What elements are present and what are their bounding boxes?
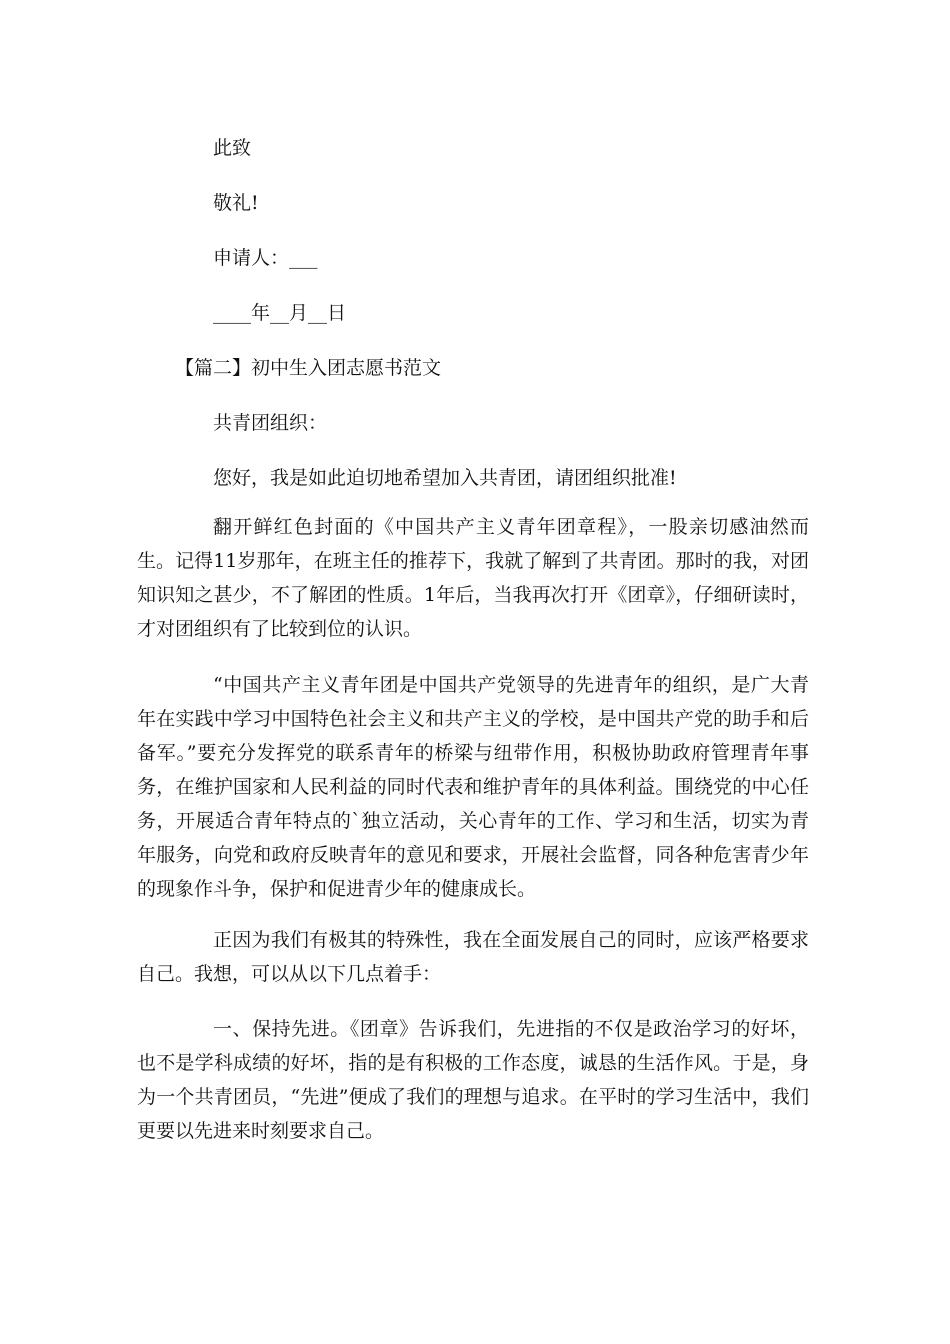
section-heading: 【篇二】初中生入团志愿书范文 bbox=[175, 357, 442, 379]
paragraph-4: 一、保持先进。《团章》告诉我们，先进指的不仅是政治学习的好坏，也不是学科成绩的好坏，指的是有积极的工作态度，诚恳的生活作风。于是，身为一个共青团员，“先进”便成了我们的理想与追求。在平时的学习生活中，我们更要以先进来时刻要求自己。 bbox=[137, 1018, 809, 1142]
paragraph-1: 翻开鲜红色封面的《中国共产主义青年团章程》，一股亲切感油然而生。记得11岁那年，在班主任的推荐下，我就了解到了共青团。那时的我，对团知识知之甚少，不了解团的性质。1年后，当我再次打开《团章》，仔细研读时，才对团组织有了比较到位的认识。 bbox=[137, 516, 809, 640]
paragraph-2: “中国共产主义青年团是中国共产党领导的先进青年的组织，是广大青年在实践中学习中国特色社会主义和共产主义的学校，是中国共产党的助手和后备军。”要充分发挥党的联系青年的桥梁与纽带作用，积极协助政府管理青年事务，在维护国家和人民利益的同时代表和维护青年的具体利益。围绕党的中心任务，开展适合青年特点的`独立活动，关心青年的工作、学习和生活，切实为青年服务，向党和政府反映青年的意见和要求，开展社会监督，同各种危害青少年的现象作斗争，保护和促进青少年的健康成长。 bbox=[137, 674, 809, 900]
applicant-line: 申请人：___ bbox=[213, 247, 318, 269]
paragraph-3: 正因为我们有极其的特殊性，我在全面发展自己的同时，应该严格要求自己。我想，可以从以下几点着手： bbox=[137, 929, 809, 985]
date-line: ____年__月__日 bbox=[213, 302, 347, 324]
closing-regards: 敬礼! bbox=[213, 192, 259, 214]
addressee-line: 共青团组织： bbox=[213, 412, 328, 434]
closing-salutation: 此致 bbox=[213, 137, 252, 159]
greeting-line: 您好，我是如此迫切地希望加入共青团，请团组织批准! bbox=[213, 467, 677, 489]
